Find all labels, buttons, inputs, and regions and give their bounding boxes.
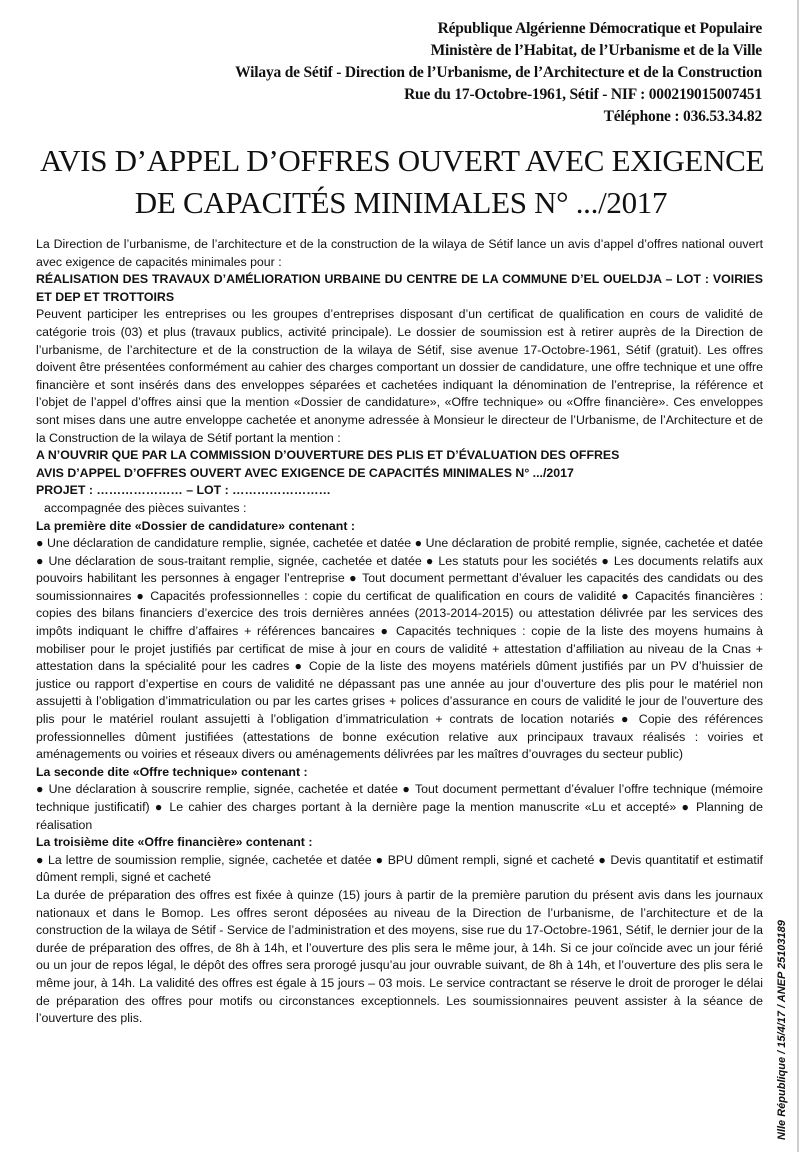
list-item: ● BPU dûment rempli, signé et cacheté <box>376 853 595 867</box>
closing-paragraph: La durée de préparation des offres est fixée à quinze (15) jours à partir de la première parution du présent avis dans les journaux nationaux et dans le Bomop. Les offres seront déposées au niveau de la Direction de l’urbanisme, de l’architecture et de la construction de la wilaya de Sétif - Service de l’administration et des moyens, sise rue du 17-Octobre-1961, Sétif, le dernier jour de la durée de préparation des offres, de 8h à 14h, et l’ouverture des plis sera le même jour, à 14h. Si ce jour coïncide avec un jour férié ou un jour de repos légal, le dépôt des offres sera prorogé jusqu’au jour ouvrable suivant, de 8h à 14h, et l’ouverture des plis sera le même jour, à 14h. La validité des offres est égale à 15 jours – 03 mois. Le service contractant se réserve le droit de proroger le délai de préparation des offres pour motifs ou circonstances exceptionnels. Les soumissionnaires peuvent assister à la séance de l’ouverture des plis. <box>36 887 763 1026</box>
header-line-ministry: Ministère de l’Habitat, de l’Urbanisme et de la Ville <box>430 42 762 59</box>
list-item: ● Les documents relatifs aux pouvoirs habilitant les personnes à engager l’entreprise <box>36 554 763 586</box>
list-item: ● Les statuts pour les sociétés <box>426 554 597 568</box>
envelope-mention-3: PROJET : ………………… – LOT : …………………… <box>36 483 331 498</box>
notice-title <box>40 140 765 224</box>
first-envelope-heading: La première dite «Dossier de candidature» contenant : <box>36 518 355 533</box>
third-envelope-items <box>36 852 763 887</box>
second-envelope-heading: La seconde dite «Offre technique» contenant : <box>36 764 308 779</box>
header-line-address: Rue du 17-Octobre-1961, Sétif - NIF : 000219015007451 <box>404 86 762 103</box>
envelope-mention-2: AVIS D’APPEL D’OFFRES OUVERT AVEC EXIGENCE DE CAPACITÉS MINIMALES N° .../2017 <box>36 465 574 480</box>
title-line-2: DE CAPACITÉS MINIMALES N° .../2017 <box>134 185 668 220</box>
header-line-republic: République Algérienne Démocratique et Populaire <box>437 20 762 37</box>
header-line-wilaya: Wilaya de Sétif - Direction de l’Urbanisme, de l’Architecture et de la Construction <box>235 64 762 81</box>
project-title: RÉALISATION DES TRAVAUX D’AMÉLIORATION URBAINE DU CENTRE DE LA COMMUNE D’EL OUELDJA – LOT : VOIRIES ET DEP ET TROTTOIRS <box>36 272 763 304</box>
title-line-1: AVIS D’APPEL D’OFFRES OUVERT AVEC EXIGENCE <box>40 143 765 178</box>
list-item: ● Copie de la liste des moyens matériels dûment justifiés par un PV d’huissier de justice ou rapport d’expertise en cours de validité ne dépassant pas une année au jour d’ouverture des plis pour le matériel non assujetti à l’obligation d’immatriculation ou par les cartes grises + polices d’assurance en cours de validité le jour de l’ouverture des plis pour le matériel roulant assujetti à l’obligation d’immatriculation + contrats de location notariés <box>36 659 763 726</box>
list-item: ● Tout document permettant d’évaluer l’offre technique (mémoire technique justificatif) <box>36 782 763 814</box>
list-item: ● Planning de réalisation <box>36 800 763 832</box>
list-item: ● Capacités financières : copies des bilans financiers d’exercice des trois dernières années (2013-2014-2015) ou attestation délivrée par les services des impôts indiquant le chiffre d’affaires + références bancaires <box>36 589 763 638</box>
issuer-header <box>62 18 762 128</box>
list-item: ● Copie des références professionnelles dûment justifiées (attestations de bonne exécution relative aux principaux travaux réalisés : voiries et aménagements ou voiries et réseaux divers ou aménagements délivrées par les maîtres d’ouvrages du secteur public) <box>36 712 763 761</box>
list-item: ● Une déclaration de candidature remplie, signée, cachetée et datée <box>36 536 411 550</box>
list-item: ● Devis quantitatif et estimatif dûment rempli, signé et cacheté <box>36 853 763 885</box>
list-item: ● Tout document permettant d’évaluer les capacités des candidats ou des soumissionnaires <box>36 571 763 603</box>
intro-paragraph: La Direction de l’urbanisme, de l’architecture et de la construction de la wilaya de Sétif lance un avis d’appel d’offres national ouvert avec exigence de capacités minimales pour : <box>36 237 763 269</box>
list-item: ● Une déclaration à souscrire remplie, signée, cachetée et datée <box>36 782 398 796</box>
list-item: ● Capacités professionnelles : copie du certificat de qualification en cours de validité <box>136 589 616 603</box>
third-envelope-heading: La troisième dite «Offre financière» contenant : <box>36 835 313 850</box>
second-envelope-items <box>36 781 763 834</box>
notice-body <box>36 236 763 1028</box>
accompanied-line: accompagnée des pièces suivantes : <box>44 500 247 515</box>
list-item: ● La lettre de soumission remplie, signée, cachetée et datée <box>36 853 372 867</box>
list-item: ● Capacités techniques : copie de la liste des moyens humains à mobiliser pour le projet justifiés par certificat de mise à jour en cours de validité + attestation d’affiliation au niveau de la Cnas + attestation dans la spécialité pour les cadres <box>36 624 763 673</box>
list-item: ● Le cahier des charges portant à la dernière page la mention manuscrite «Lu et accepté» <box>155 800 676 814</box>
envelope-mention-1: A N’OUVRIR QUE PAR LA COMMISSION D’OUVERTURE DES PLIS ET D’ÉVALUATION DES OFFRES <box>36 448 620 463</box>
list-item: ● Une déclaration de probité remplie, signée, cachetée et datée <box>415 536 763 550</box>
header-line-phone: Téléphone : 036.53.34.82 <box>603 108 762 125</box>
publication-reference: Nlle République / 15/4/17 / ANEP 25103189 <box>776 920 788 1140</box>
page-edge-rule <box>797 0 799 1152</box>
conditions-paragraph: Peuvent participer les entreprises ou les groupes d’entreprises disposant d’un certificat de qualification en cours de validité de catégorie trois (03) et plus (travaux publics, activité principale). Le dossier de soumission est à retirer auprès de la Direction de l’urbanisme, de l’architecture et de la construction de la wilaya de Sétif, sise avenue 17-Octobre-1961, Sétif (gratuit). Les offres doivent être présentées conformément au cahier des charges comportant un dossier de candidature, une offre technique et une offre financière et sont insérés dans des enveloppes séparées et cachetées indiquant la dénomination de l’entreprise, la référence et l’objet de l’appel d’offres ainsi que la mention «Dossier de candidature», «Offre technique» ou «Offre financière». Ces enveloppes sont mises dans une autre enveloppe cachetée et anonyme adressée à Monsieur le directeur de l’Urbanisme, de l’Architecture et de la Construction de la wilaya de Sétif portant la mention : <box>36 307 763 445</box>
first-envelope-items <box>36 535 763 764</box>
list-item: ● Une déclaration de sous-traitant remplie, signée, cachetée et datée <box>36 554 422 568</box>
